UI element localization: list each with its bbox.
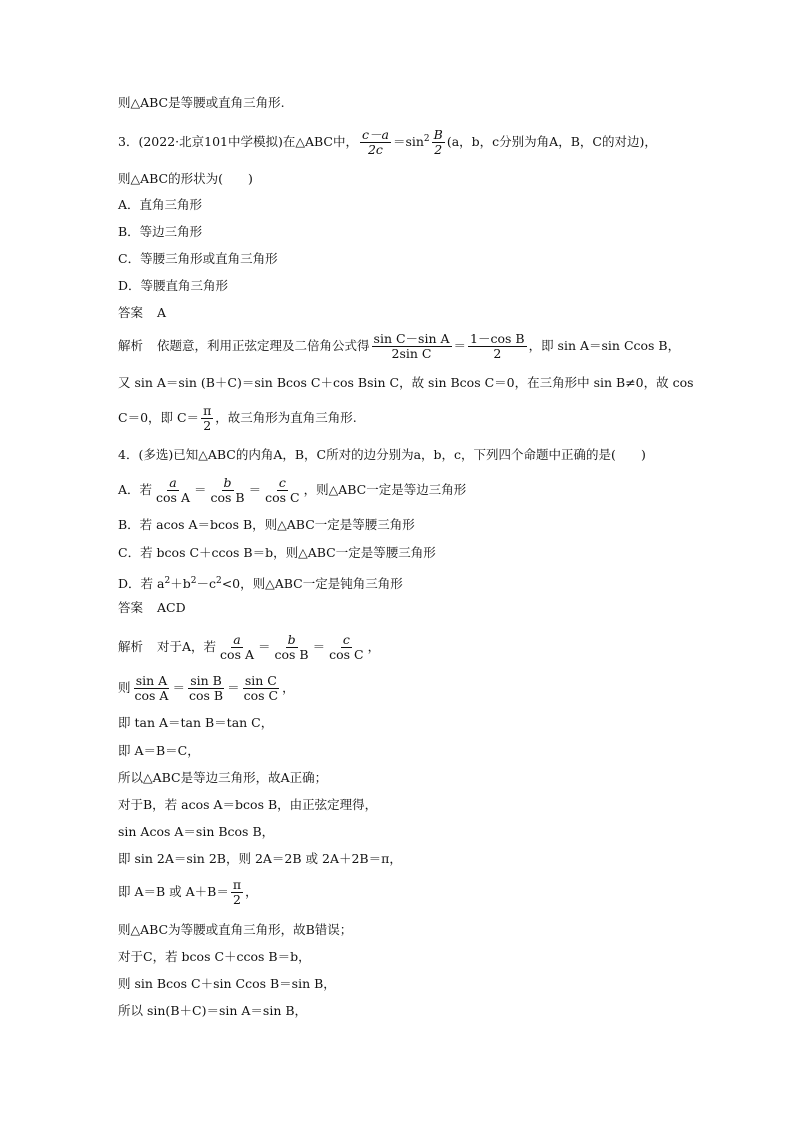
- denominator: cos C: [243, 688, 279, 703]
- solution-line: [118, 850, 402, 868]
- text: ＋b: [170, 576, 191, 591]
- option-b: [118, 223, 202, 241]
- text: 则 sin Bcos C＋sin Ccos B＝sin B，: [118, 976, 336, 991]
- fraction: [231, 878, 243, 907]
- fraction: [201, 404, 213, 433]
- answer-line: [118, 304, 166, 322]
- numerator: c: [342, 632, 350, 647]
- text: 所以△ABC是等边三角形，故A正确；: [118, 770, 328, 785]
- denominator: 2: [232, 892, 241, 907]
- text: 则: [118, 680, 131, 695]
- text: C．若 bcos C＋ccos B＝b，则△ABC一定是等腰三角形: [118, 545, 436, 560]
- solution-line: [118, 633, 380, 662]
- solution-line: [118, 878, 258, 907]
- solution-label: 解析: [118, 338, 144, 353]
- option-b: [118, 516, 415, 534]
- text: ＝: [227, 680, 240, 695]
- text: ＝sin: [392, 134, 424, 149]
- text: sin Acos A＝sin Bcos B，: [118, 824, 275, 839]
- fraction: [360, 128, 391, 157]
- option-d: [118, 277, 228, 295]
- denominator: cos A: [134, 688, 169, 703]
- numerator: c: [278, 475, 286, 490]
- solution-line: [118, 796, 377, 814]
- numerator: b: [223, 475, 232, 490]
- numerator: c－a: [361, 127, 389, 142]
- text: 即 A＝B 或 A＋B＝: [118, 884, 229, 899]
- numerator: sin C－sin A: [373, 331, 450, 346]
- text: ，即 sin A＝sin Ccos B，: [528, 338, 681, 353]
- text: ＝: [172, 680, 185, 695]
- question-3-stem: [118, 128, 657, 157]
- numerator: a: [169, 475, 177, 490]
- text: ＝: [258, 639, 271, 654]
- solution-line: [118, 404, 357, 433]
- solution-line: [118, 975, 336, 993]
- solution-line: [118, 948, 311, 966]
- text: A．若: [118, 482, 153, 497]
- question-4-stem: [118, 446, 646, 464]
- fraction: [372, 332, 452, 361]
- denominator: 2: [203, 418, 212, 433]
- text: 对于B，若 acos A＝bcos B，由正弦定理得，: [118, 797, 378, 812]
- answer-value: A: [157, 305, 167, 320]
- solution-line: [118, 823, 274, 841]
- numerator: a: [233, 632, 241, 647]
- answer-value: ACD: [157, 600, 186, 615]
- denominator: 2: [493, 346, 502, 361]
- text-line: [118, 94, 285, 112]
- fraction: [327, 633, 365, 662]
- text: 依题意，利用正弦定理及二倍角公式得: [157, 338, 370, 353]
- text: ，故三角形为直角三角形.: [215, 410, 357, 425]
- text: (a，b，c分别为角A，B，C的对边)，: [446, 134, 657, 149]
- text: <0，则△ABC一定是钝角三角形: [221, 576, 403, 591]
- superscript: 2: [423, 134, 430, 144]
- text: 则△ABC是等腰或直角三角形.: [118, 95, 285, 110]
- text: ＝: [193, 482, 207, 497]
- fraction: [242, 674, 280, 703]
- text: ，则△ABC一定是等边三角形: [303, 482, 467, 497]
- solution-line: [118, 1002, 307, 1020]
- numerator: sin C: [244, 673, 277, 688]
- numerator: B: [433, 127, 443, 142]
- denominator: 2sin C: [391, 346, 432, 361]
- solution-line: [118, 674, 295, 703]
- text: B．若 acos A＝bcos B，则△ABC一定是等腰三角形: [118, 517, 415, 532]
- solution-line: [118, 921, 352, 939]
- denominator: cos B: [188, 688, 224, 703]
- text: 4．(多选)已知△ABC的内角A，B，C所对的边分别为a，b，c，下列四个命题中正确的是( ): [118, 447, 646, 462]
- denominator: cos C: [329, 647, 364, 662]
- text: 即 sin 2A＝sin 2B，则 2A＝2B 或 2A＋2B＝π，: [118, 851, 402, 866]
- denominator: cos A: [220, 647, 254, 662]
- solution-line: [118, 332, 680, 361]
- solution-line: [118, 742, 200, 760]
- option-a: [118, 196, 202, 214]
- text: ＝: [248, 482, 262, 497]
- denominator: cos B: [210, 490, 245, 505]
- denominator: cos A: [156, 490, 190, 505]
- text: B．等边三角形: [118, 224, 203, 239]
- numerator: π: [203, 403, 212, 418]
- text: －c: [196, 576, 216, 591]
- solution-line: [118, 769, 327, 787]
- numerator: sin B: [190, 673, 222, 688]
- denominator: cos C: [265, 490, 300, 505]
- denominator: 2: [434, 142, 443, 157]
- answer-label: 答案: [118, 305, 144, 320]
- text: 又 sin A＝sin (B＋C)＝sin Bcos C＋cos Bsin C，故 sin Bcos C＝0，在三角形中 sin B≠0，故 cos: [118, 375, 694, 390]
- fraction: [218, 633, 256, 662]
- denominator: cos B: [274, 647, 309, 662]
- fraction: [273, 633, 311, 662]
- text: A．直角三角形: [118, 197, 203, 212]
- numerator: 1－cos B: [470, 331, 525, 346]
- answer-line: [118, 599, 186, 617]
- fraction: [187, 674, 225, 703]
- option-a: [118, 476, 466, 505]
- text: 对于A，若: [157, 639, 217, 654]
- text: C＝0，即 C＝: [118, 410, 200, 425]
- text: 则△ABC为等腰或直角三角形，故B错误；: [118, 922, 353, 937]
- fraction: [154, 476, 192, 505]
- text: 对于C，若 bcos C＋ccos B＝b，: [118, 949, 311, 964]
- numerator: π: [232, 877, 242, 892]
- fraction: [133, 674, 171, 703]
- text: ＝: [453, 338, 467, 353]
- text: ，: [367, 639, 381, 654]
- text: D．等腰直角三角形: [118, 278, 229, 293]
- option-c: [118, 544, 436, 562]
- text: ，: [282, 680, 295, 695]
- text-line: [118, 170, 253, 188]
- fraction: [263, 476, 301, 505]
- text: 即 tan A＝tan B＝tan C，: [118, 715, 274, 730]
- option-d: [118, 572, 403, 593]
- fraction: [468, 332, 527, 361]
- numerator: sin A: [135, 673, 168, 688]
- solution-line: [118, 374, 694, 392]
- solution-label: 解析: [118, 639, 144, 654]
- text: C．等腰三角形或直角三角形: [118, 251, 278, 266]
- solution-line: [118, 714, 273, 732]
- text: 所以 sin(B＋C)＝sin A＝sin B，: [118, 1003, 308, 1018]
- superscript: 2: [164, 576, 171, 586]
- option-c: [118, 250, 278, 268]
- text: D．若 a: [118, 576, 165, 591]
- fraction: [209, 476, 247, 505]
- text: 3．(2022·北京101中学模拟)在△ABC中，: [118, 134, 358, 149]
- fraction: [432, 128, 445, 157]
- answer-label: 答案: [118, 600, 144, 615]
- superscript: 2: [215, 576, 222, 586]
- text: ，: [245, 884, 258, 899]
- denominator: 2c: [367, 142, 383, 157]
- text: 则△ABC的形状为( ): [118, 171, 253, 186]
- numerator: b: [287, 632, 296, 647]
- text: ＝: [312, 639, 326, 654]
- superscript: 2: [190, 576, 197, 586]
- text: 即 A＝B＝C，: [118, 743, 200, 758]
